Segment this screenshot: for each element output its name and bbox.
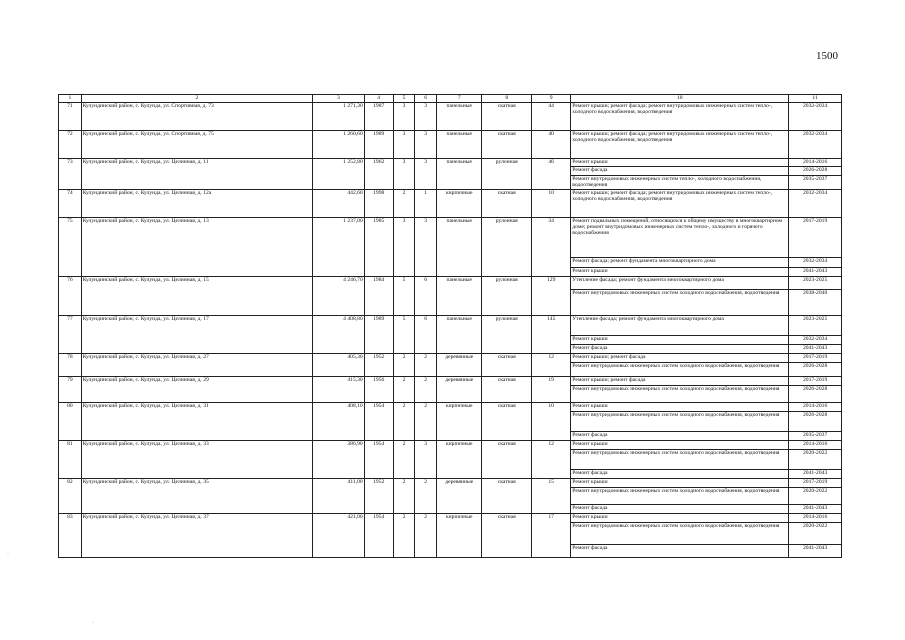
- work-type-cell: Ремонт крыши; ремонт фасада: [571, 376, 789, 385]
- column-number: 10: [571, 95, 789, 103]
- table-row: [59, 513, 842, 522]
- entrances-cell: 2: [415, 478, 437, 513]
- work-type-cell: Утепление фасада; ремонт фундамента многоквартирного дома: [571, 315, 789, 335]
- period-cell: 2041-2043: [789, 469, 842, 478]
- entrances-cell: 2: [415, 513, 437, 557]
- address-cell: Кулундинский район, с. Кулунда, ул. Спортивная, д. 75: [81, 131, 312, 159]
- row-number: 80: [59, 402, 82, 440]
- address-cell: Кулундинский район, с. Кулунда, ул. Целинная, д. 15: [81, 276, 312, 315]
- wall-material-cell: деревянные: [437, 353, 482, 376]
- work-type-cell: Ремонт крыши: [571, 513, 789, 522]
- floors-cell: 2: [393, 513, 415, 557]
- floors-cell: 2: [393, 440, 415, 478]
- entrances-cell: 3: [415, 103, 437, 131]
- work-type-cell: Ремонт крыши; ремонт фасада: [571, 353, 789, 362]
- period-cell: 2041-2043: [789, 504, 842, 513]
- count-cell: 17: [532, 513, 571, 557]
- address-cell: Кулундинский район, с. Кулунда, ул. Спортивная, д. 73: [81, 103, 312, 131]
- wall-material-cell: кирпичные: [437, 189, 482, 217]
- work-type-cell: Ремонт внутридомовых инженерных систем тепло-, холодного водоснабжения, водоотведения: [571, 176, 789, 190]
- wall-material-cell: кирпичные: [437, 402, 482, 440]
- wall-material-cell: панельные: [437, 276, 482, 315]
- work-type-cell: Ремонт крыши: [571, 478, 789, 487]
- registry-body: [59, 103, 842, 558]
- floors-cell: 5: [393, 315, 415, 353]
- count-cell: 12: [532, 440, 571, 478]
- area-cell: 4 246,70: [313, 276, 365, 315]
- wall-material-cell: панельные: [437, 131, 482, 159]
- roof-type-cell: скатная: [482, 513, 532, 557]
- roof-type-cell: скатная: [482, 440, 532, 478]
- period-cell: 2026-2028: [789, 385, 842, 402]
- period-cell: 2020-2022: [789, 522, 842, 544]
- area-cell: 1 260,60: [313, 131, 365, 159]
- row-number: 72: [59, 131, 82, 159]
- work-type-cell: Ремонт внутридомовых инженерных систем холодного водоснабжения, водоотведения: [571, 289, 789, 315]
- year-cell: 1998: [364, 189, 393, 217]
- period-cell: 2026-2028: [789, 411, 842, 431]
- work-type-cell: Ремонт внутридомовых инженерных систем холодного водоснабжения, водоотведения: [571, 449, 789, 469]
- period-cell: 2020-2022: [789, 449, 842, 469]
- work-type-cell: Ремонт внутридомовых инженерных систем холодного водоснабжения, водоотведения: [571, 522, 789, 544]
- period-cell: 2032-2034: [789, 131, 842, 159]
- year-cell: 1985: [364, 217, 393, 276]
- work-type-cell: Ремонт фасада: [571, 469, 789, 478]
- column-number: 9: [532, 95, 571, 103]
- address-cell: Кулундинский район, с. Кулунда, ул. Целинная, д. 33: [81, 440, 312, 478]
- year-cell: 1952: [364, 353, 393, 376]
- floors-cell: 5: [393, 276, 415, 315]
- work-type-cell: Ремонт фасада; ремонт фундамента многоквартирного дома: [571, 257, 789, 267]
- entrances-cell: 3: [415, 217, 437, 276]
- column-number: 7: [437, 95, 482, 103]
- period-cell: 2017-2019: [789, 478, 842, 487]
- row-number: 74: [59, 189, 82, 217]
- wall-material-cell: панельные: [437, 159, 482, 190]
- row-number: 78: [59, 353, 82, 376]
- count-cell: 12: [532, 353, 571, 376]
- column-number-row: [59, 95, 842, 103]
- year-cell: 1962: [364, 159, 393, 190]
- year-cell: 1954: [364, 440, 393, 478]
- margin-mark: ·: [7, 552, 9, 558]
- area-cell: 405,30: [313, 353, 365, 376]
- column-number: 2: [81, 95, 312, 103]
- wall-material-cell: панельные: [437, 217, 482, 276]
- roof-type-cell: рулонная: [482, 159, 532, 190]
- floors-cell: 2: [393, 478, 415, 513]
- period-cell: 2041-2043: [789, 544, 842, 557]
- count-cell: 34: [532, 217, 571, 276]
- margin-mark: ·: [92, 620, 94, 626]
- column-number: 8: [482, 95, 532, 103]
- work-type-cell: Ремонт крыши: [571, 402, 789, 411]
- floors-cell: 2: [393, 376, 415, 402]
- address-cell: Кулундинский район, с. Кулунда, ул. Целинная, д. 27: [81, 353, 312, 376]
- count-cell: 46: [532, 159, 571, 190]
- floors-cell: 2: [393, 402, 415, 440]
- roof-type-cell: скатная: [482, 103, 532, 131]
- address-cell: Кулундинский район, с. Кулунда, ул. Целинная, д. 17: [81, 315, 312, 353]
- row-number: 76: [59, 276, 82, 315]
- column-number: 5: [393, 95, 415, 103]
- period-cell: 2017-2019: [789, 217, 842, 257]
- work-type-cell: Ремонт фасада: [571, 544, 789, 557]
- count-cell: 145: [532, 315, 571, 353]
- area-cell: 415,30: [313, 376, 365, 402]
- wall-material-cell: кирпичные: [437, 513, 482, 557]
- work-type-cell: Ремонт фасада: [571, 431, 789, 440]
- roof-type-cell: рулонная: [482, 276, 532, 315]
- wall-material-cell: деревянные: [437, 376, 482, 402]
- address-cell: Кулундинский район, с. Кулунда, ул. Целинная, д. 13: [81, 217, 312, 276]
- count-cell: 40: [532, 131, 571, 159]
- year-cell: 1989: [364, 131, 393, 159]
- page-number: 1500: [816, 50, 838, 62]
- work-type-cell: Ремонт подвальных помещений, относящихся к общему имуществу в многоквартирном доме; ремонт внутридомовых инженерных систем тепло-, холодного и горячего водоснабжения: [571, 217, 789, 257]
- table-row: [59, 131, 842, 159]
- year-cell: 1989: [364, 315, 393, 353]
- area-cell: 408,10: [313, 402, 365, 440]
- period-cell: 2041-2043: [789, 344, 842, 353]
- period-cell: 2032-2034: [789, 189, 842, 217]
- entrances-cell: 2: [415, 376, 437, 402]
- work-type-cell: Ремонт крыши: [571, 440, 789, 449]
- area-cell: 1 252,80: [313, 159, 365, 190]
- count-cell: 10: [532, 402, 571, 440]
- wall-material-cell: деревянные: [437, 478, 482, 513]
- roof-type-cell: скатная: [482, 376, 532, 402]
- count-cell: 10: [532, 189, 571, 217]
- period-cell: 2014-2016: [789, 440, 842, 449]
- year-cell: 1954: [364, 513, 393, 557]
- period-cell: 2014-2016: [789, 402, 842, 411]
- year-cell: 1956: [364, 376, 393, 402]
- entrances-cell: 6: [415, 315, 437, 353]
- address-cell: Кулундинский район, с. Кулунда, ул. Целинная, д. 29: [81, 376, 312, 402]
- row-number: 83: [59, 513, 82, 557]
- row-number: 75: [59, 217, 82, 276]
- work-type-cell: Ремонт крыши: [571, 159, 789, 167]
- period-cell: 2032-2034: [789, 103, 842, 131]
- work-type-cell: Ремонт крыши: [571, 335, 789, 344]
- table-row: [59, 276, 842, 289]
- work-type-cell: Ремонт внутридомовых инженерных систем холодного водоснабжения, водоотведения: [571, 362, 789, 376]
- year-cell: 1952: [364, 478, 393, 513]
- year-cell: 1984: [364, 276, 393, 315]
- floors-cell: 3: [393, 159, 415, 190]
- row-number: 81: [59, 440, 82, 478]
- area-cell: 1 271,30: [313, 103, 365, 131]
- period-cell: 2041-2043: [789, 267, 842, 276]
- column-number: 11: [789, 95, 842, 103]
- table-row: [59, 440, 842, 449]
- row-number: 71: [59, 103, 82, 131]
- count-cell: 129: [532, 276, 571, 315]
- period-cell: 2032-2034: [789, 335, 842, 344]
- work-type-cell: Ремонт внутридомовых инженерных систем холодного водоснабжения, водоотведения: [571, 487, 789, 504]
- period-cell: 2014-2016: [789, 159, 842, 167]
- entrances-cell: 3: [415, 159, 437, 190]
- address-cell: Кулундинский район, с. Кулунда, ул. Целинная, д. 11: [81, 159, 312, 190]
- column-number: 3: [313, 95, 365, 103]
- period-cell: 2035-2037: [789, 176, 842, 190]
- period-cell: 2023-2025: [789, 276, 842, 289]
- area-cell: 1 237,00: [313, 217, 365, 276]
- work-type-cell: Ремонт фасада: [571, 344, 789, 353]
- address-cell: Кулундинский район, с. Кулунда, ул. Целинная, д. 37: [81, 513, 312, 557]
- table-row: [59, 315, 842, 335]
- year-cell: 1954: [364, 402, 393, 440]
- period-cell: 2017-2019: [789, 376, 842, 385]
- period-cell: 2032-2034: [789, 257, 842, 267]
- area-cell: 411,00: [313, 478, 365, 513]
- period-cell: 2038-2040: [789, 289, 842, 315]
- floors-cell: 3: [393, 217, 415, 276]
- housing-registry-table: [58, 94, 842, 558]
- table-row: [59, 478, 842, 487]
- period-cell: 2026-2028: [789, 167, 842, 176]
- work-type-cell: Ремонт крыши; ремонт фасада; ремонт внутридомовых инженерных систем тепло-, холодного водоснабжения, водоотведения: [571, 189, 789, 217]
- work-type-cell: Утепление фасада; ремонт фундамента многоквартирного дома: [571, 276, 789, 289]
- floors-cell: 3: [393, 131, 415, 159]
- column-number: 4: [364, 95, 393, 103]
- period-cell: 2020-2022: [789, 487, 842, 504]
- area-cell: 386,90: [313, 440, 365, 478]
- roof-type-cell: скатная: [482, 131, 532, 159]
- entrances-cell: 2: [415, 353, 437, 376]
- entrances-cell: 3: [415, 440, 437, 478]
- period-cell: 2023-2025: [789, 315, 842, 335]
- area-cell: 421,00: [313, 513, 365, 557]
- column-number: 1: [59, 95, 82, 103]
- count-cell: 44: [532, 103, 571, 131]
- table-row: [59, 217, 842, 257]
- roof-type-cell: скатная: [482, 353, 532, 376]
- row-number: 82: [59, 478, 82, 513]
- wall-material-cell: кирпичные: [437, 440, 482, 478]
- period-cell: 2017-2019: [789, 353, 842, 362]
- year-cell: 1987: [364, 103, 393, 131]
- floors-cell: 2: [393, 189, 415, 217]
- wall-material-cell: панельные: [437, 315, 482, 353]
- roof-type-cell: рулонная: [482, 315, 532, 353]
- work-type-cell: Ремонт внутридомовых инженерных систем холодного водоснабжения, водоотведения: [571, 385, 789, 402]
- work-type-cell: Ремонт фасада: [571, 167, 789, 176]
- address-cell: Кулундинский район, с. Кулунда, ул. Целинная, д. 35: [81, 478, 312, 513]
- area-cell: 4 408,80: [313, 315, 365, 353]
- period-cell: 2035-2037: [789, 431, 842, 440]
- floors-cell: 2: [393, 353, 415, 376]
- period-cell: 2026-2028: [789, 362, 842, 376]
- count-cell: 15: [532, 478, 571, 513]
- count-cell: 19: [532, 376, 571, 402]
- work-type-cell: Ремонт внутридомовых инженерных систем холодного водоснабжения, водоотведения: [571, 411, 789, 431]
- roof-type-cell: рулонная: [482, 217, 532, 276]
- work-type-cell: Ремонт крыши; ремонт фасада; ремонт внутридомовых инженерных систем тепло-, холодного водоснабжения, водоотведения: [571, 103, 789, 131]
- entrances-cell: 1: [415, 189, 437, 217]
- work-type-cell: Ремонт крыши; ремонт фасада; ремонт внутридомовых инженерных систем тепло-, холодного водоснабжения, водоотведения: [571, 131, 789, 159]
- floors-cell: 3: [393, 103, 415, 131]
- entrances-cell: 3: [415, 131, 437, 159]
- table-row: [59, 376, 842, 385]
- entrances-cell: 6: [415, 276, 437, 315]
- address-cell: Кулундинский район, с. Кулунда, ул. Целинная, д. 31: [81, 402, 312, 440]
- area-cell: 442,60: [313, 189, 365, 217]
- roof-type-cell: скатная: [482, 189, 532, 217]
- table-row: [59, 159, 842, 167]
- work-type-cell: Ремонт фасада: [571, 504, 789, 513]
- table-row: [59, 353, 842, 362]
- table-row: [59, 402, 842, 411]
- row-number: 77: [59, 315, 82, 353]
- entrances-cell: 2: [415, 402, 437, 440]
- work-type-cell: Ремонт крыши: [571, 267, 789, 276]
- roof-type-cell: скатная: [482, 402, 532, 440]
- row-number: 73: [59, 159, 82, 190]
- address-cell: Кулундинский район, с. Кулунда, ул. Целинная, д. 12а: [81, 189, 312, 217]
- table-row: [59, 103, 842, 131]
- wall-material-cell: панельные: [437, 103, 482, 131]
- column-number: 6: [415, 95, 437, 103]
- period-cell: 2014-2016: [789, 513, 842, 522]
- roof-type-cell: скатная: [482, 478, 532, 513]
- table-row: [59, 189, 842, 217]
- row-number: 79: [59, 376, 82, 402]
